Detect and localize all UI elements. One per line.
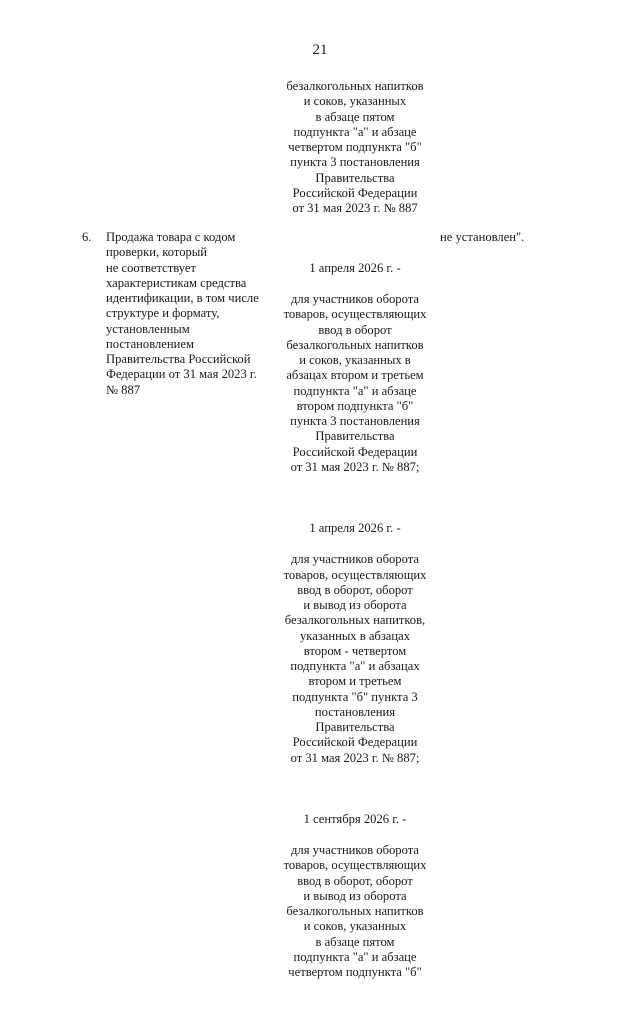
continued-deadline-text: безалкогольных напитков и соков, указанных в абзаце пятом подпункта "а" и абзаце четвертом подпункта "б" пункта 3 постановления Правительства Российской Федерации от 31 мая 2023 г. № 887 [286,79,424,215]
deadline-entry [270,245,440,475]
violation-description: Продажа товара с кодом проверки, который не соответствует характеристикам средства идентификации, в том числе структуре и формату, установленным постановлением Правительства Российской Федерации от 31 мая 2023 г. № 887 [106,230,259,397]
deadline-text: для участников оборота товаров, осуществляющих ввод в оборот, оборот и вывод из оборота безалкогольных напитков и соков, указанных в абзаце пятом подпункта "а" и абзаце четвертом подпункта "б" [283,843,427,979]
note-cell: не установлен". [440,230,525,244]
deadline-entry [270,796,440,980]
page-number: 21 [312,42,328,58]
deadline-date: 1 сентября 2026 г. - [303,811,407,826]
deadlines-column [270,230,440,1011]
deadline-entry [270,506,440,766]
deadline-date: 1 апреля 2026 г. - [309,260,401,275]
deadline-text: для участников оборота товаров, осуществляющих ввод в оборот безалкогольных напитков и соков, указанных в абзацах втором и третьем подпункта "а" и абзаце втором подпункта "б" пункта 3 постановления Правительства Российской Федерации от 31 мая 2023 г. № 887; [283,292,427,474]
deadline-text: для участников оборота товаров, осуществляющих ввод в оборот, оборот и вывод из оборота безалкогольных напитков, указанных в абзацах втором - четвертом подпункта "а" и абзацах втором и третьем подпункта "б" пункта 3 постановления Правительства Российской Федерации от 31 мая 2023 г. № 887; [283,552,427,765]
deadline-date: 1 апреля 2026 г. - [309,520,401,535]
row-number: 6. [82,230,92,244]
